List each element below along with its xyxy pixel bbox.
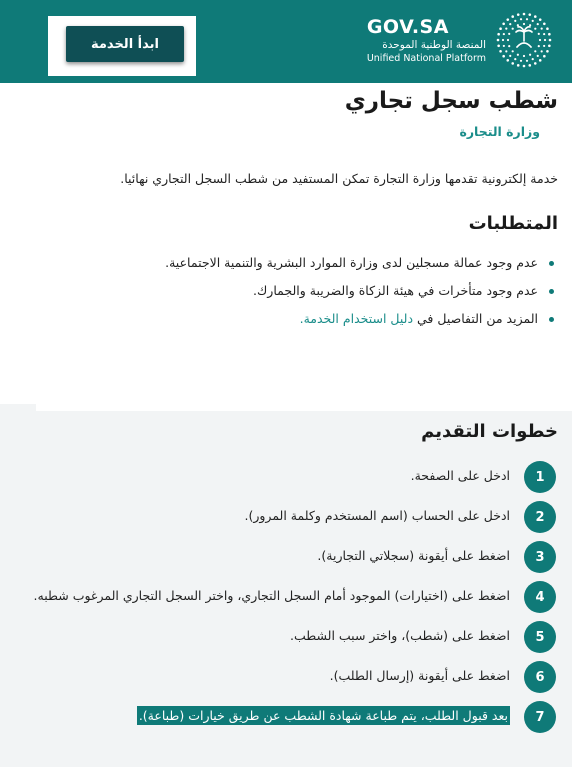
step-text: ادخل على الصفحة.	[410, 468, 510, 483]
steps-title: خطوات التقديم	[421, 421, 558, 442]
logo-title: GOV.SA	[366, 15, 449, 38]
logo-english-name: Unified National Platform	[366, 52, 486, 64]
requirement-text: عدم وجود عمالة مسجلين لدى وزارة الموارد البشرية والتنمية الاجتماعية.	[165, 255, 538, 270]
step-number-badge: 7	[524, 701, 556, 733]
bullet-icon	[549, 317, 554, 322]
requirement-item-more	[165, 309, 538, 337]
step-number-badge: 4	[524, 581, 556, 613]
step-text: ادخل على الحساب (اسم المستخدم وكلمة المرور).	[244, 508, 510, 523]
logo-text	[367, 16, 486, 65]
step-text: اضغط على (شطب)، واختر سبب الشطب.	[289, 628, 510, 643]
logo-arabic-name: المنصة الوطنية الموحدة	[382, 38, 486, 51]
requirements-list	[165, 253, 538, 337]
service-description: خدمة إلكترونية تقدمها وزارة التجارة تمكن المستفيد من شطب السجل التجاري نهائيا.	[120, 171, 558, 186]
ministry-link[interactable]: وزارة التجارة	[459, 124, 540, 139]
step-number-badge: 3	[524, 541, 556, 573]
step-text: اضغط على أيقونة (سجلاتي التجارية).	[317, 548, 510, 563]
gov-sa-logo[interactable]	[363, 12, 554, 68]
page-title: شطب سجل تجاري	[344, 88, 558, 114]
bullet-icon	[549, 261, 554, 266]
site-header	[0, 0, 572, 83]
start-service-button[interactable]: ابدأ الخدمة	[66, 26, 184, 62]
start-button-container	[48, 16, 196, 76]
step-number-badge: 2	[524, 501, 556, 533]
step-text-selected: بعد قبول الطلب، يتم طباعة شهادة الشطب عن طريق خيارات (طباعة).	[138, 708, 508, 723]
requirement-item	[165, 253, 538, 281]
requirements-title: المتطلبات	[468, 213, 558, 234]
requirement-text: عدم وجود متأخرات في هيئة الزكاة والضريبة والجمارك.	[253, 283, 538, 298]
step-number-badge: 1	[524, 461, 556, 493]
step-number-badge: 5	[524, 621, 556, 653]
palm-swords-dots-icon	[494, 11, 554, 69]
service-guide-link[interactable]: دليل استخدام الخدمة.	[299, 311, 414, 326]
step-text: اضغط على أيقونة (إرسال الطلب).	[329, 668, 510, 683]
bullet-icon	[549, 289, 554, 294]
more-details-text: المزيد من التفاصيل في	[413, 311, 538, 326]
step-text: اضغط على (اختيارات) الموجود أمام السجل التجاري، واختر السجل التجاري المرغوب شطبه.	[33, 588, 510, 603]
steps-panel	[0, 411, 572, 767]
requirement-item	[165, 281, 538, 309]
step-number-badge: 6	[524, 661, 556, 693]
